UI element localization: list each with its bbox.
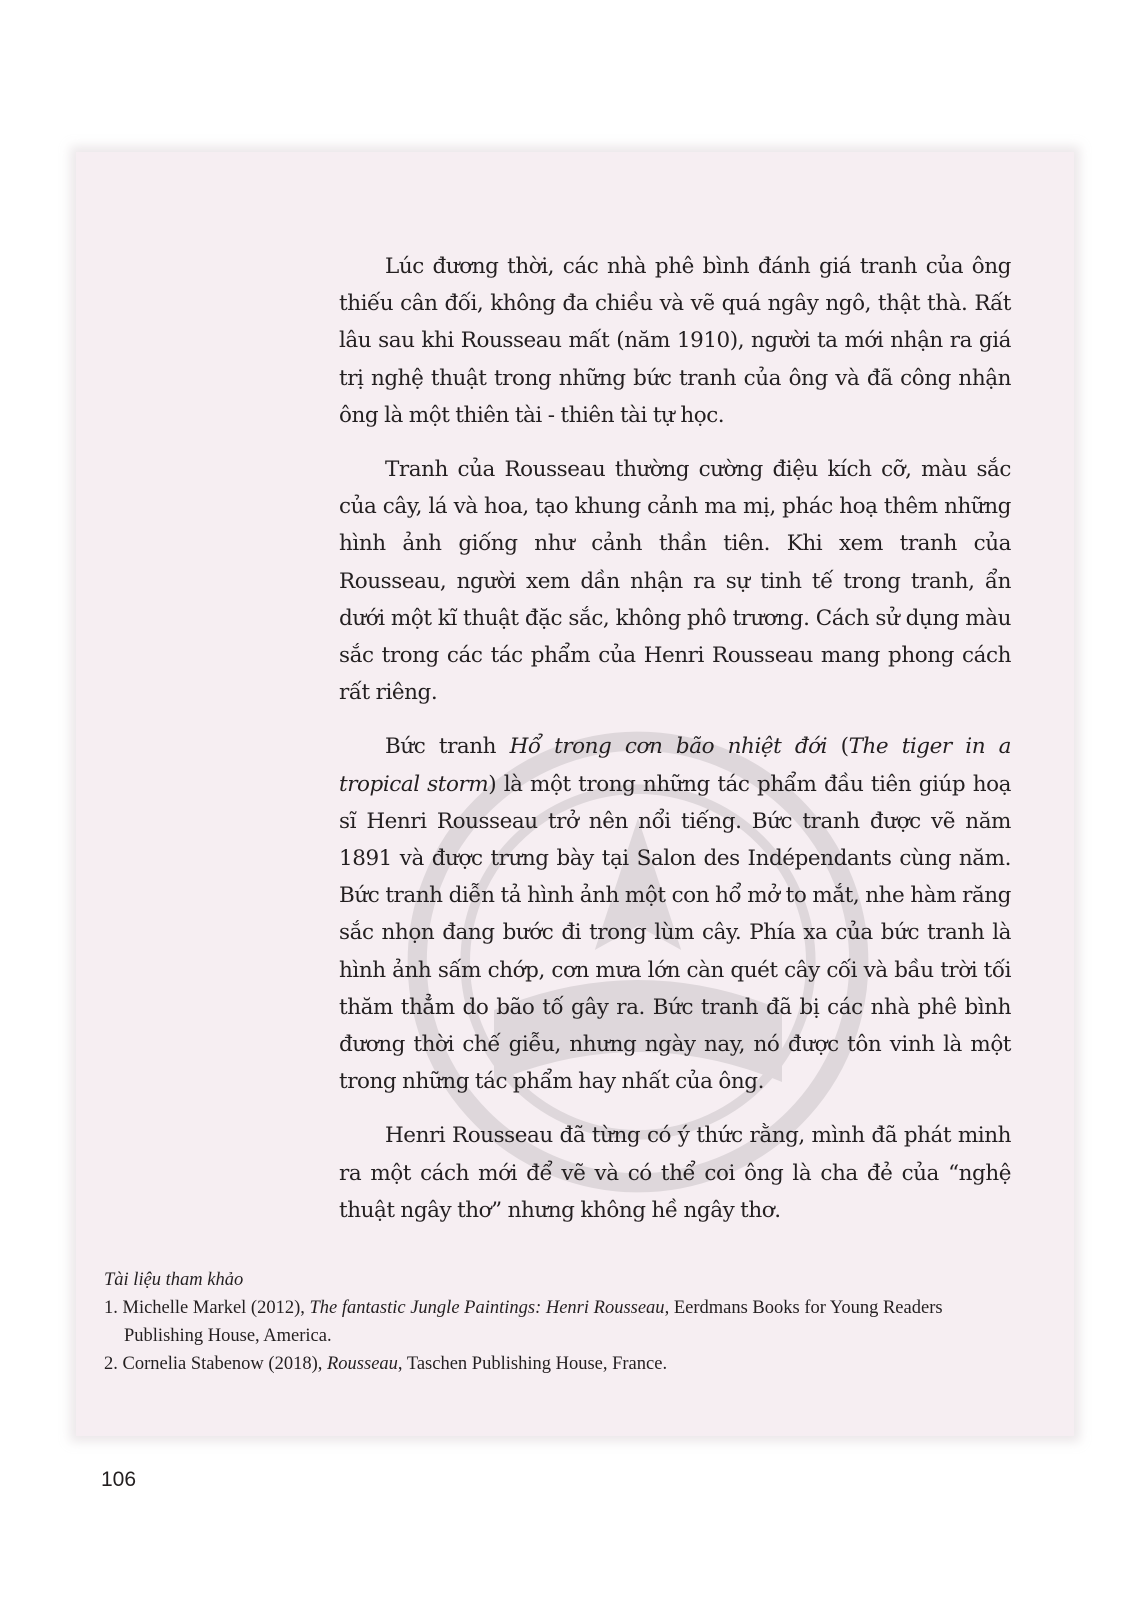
reference-2-title: Rousseau [327,1354,398,1374]
reference-item [104,1294,1014,1350]
paragraph-3-rest: ) là một trong những tác phẩm đầu tiên giúp hoạ sĩ Henri Rousseau trở nên nổi tiếng. Bức tranh được vẽ năm 1891 và được trưng bày tại Salon des Indépendants cùng năm. Bức tranh diễn tả hình ảnh một con hổ mở to mắt, nhe hàm răng sắc nhọn đang bước đi trong lùm cây. Phía xa của bức tranh là hình ảnh sấm chớp, cơn mưa lớn càn quét cây cối và bầu trời tối thăm thẳm do bão tố gây ra. Bức tranh đã bị các nhà phê bình đương thời chế giễu, nhưng ngày nay, nó được tôn vinh là một trong những tác phẩm hay nhất của ông. [339,771,1011,1095]
painting-title-english: The tiger in a tropical storm [339,734,1011,797]
reference-1-title: The fantastic Jungle Paintings: Henri Rousseau [309,1298,665,1318]
references-title: Tài liệu tham khảo [104,1270,244,1290]
reference-2-suffix: , Taschen Publishing House, France. [397,1354,668,1374]
painting-title-vietnamese: Hổ trong cơn bão nhiệt đới [509,734,828,760]
paragraph-4: Henri Rousseau đã từng có ý thức rằng, mình đã phát minh ra một cách mới để vẽ và có thể coi ông là cha đẻ của “nghệ thuật ngây thơ” nhưng không hề ngây thơ. [339,1123,1011,1223]
paragraph-2: Tranh của Rousseau thường cường điệu kích cỡ, màu sắc của cây, lá và hoa, tạo khung cảnh ma mị, phác hoạ thêm những hình ảnh giống như cảnh thần tiên. Khi xem tranh của Rousseau, người xem dần nhận ra sự tinh tế trong tranh, ẩn dưới một kĩ thuật đặc sắc, không phô trương. Cách sử dụng màu sắc trong các tác phẩm của Henri Rousseau mang phong cách rất riêng. [339,457,1011,706]
article-body [339,248,1011,1246]
references-list [104,1294,1014,1378]
reference-1-suffix: , Eerdmans Books for Young Readers Publishing House, America. [124,1298,943,1346]
paragraph-1: Lúc đương thời, các nhà phê bình đánh giá tranh của ông thiếu cân đối, không đa chiều và vẽ quá ngây ngô, thật thà. Rất lâu sau khi Rousseau mất (năm 1910), người ta mới nhận ra giá trị nghệ thuật trong những bức tranh của ông và đã công nhận ông là một thiên tài - thiên tài tự học. [339,254,1011,428]
references [104,1266,1014,1378]
reference-1-prefix: 1. Michelle Markel (2012), [104,1298,310,1318]
reference-2-prefix: 2. Cornelia Stabenow (2018), [104,1354,327,1374]
paragraph-3-paren: ( [827,734,849,760]
reference-item [104,1350,1014,1378]
page-number: 106 [101,1468,137,1491]
paragraph-3-lead: Bức tranh [385,734,510,760]
paragraph-3 [339,728,1011,1100]
